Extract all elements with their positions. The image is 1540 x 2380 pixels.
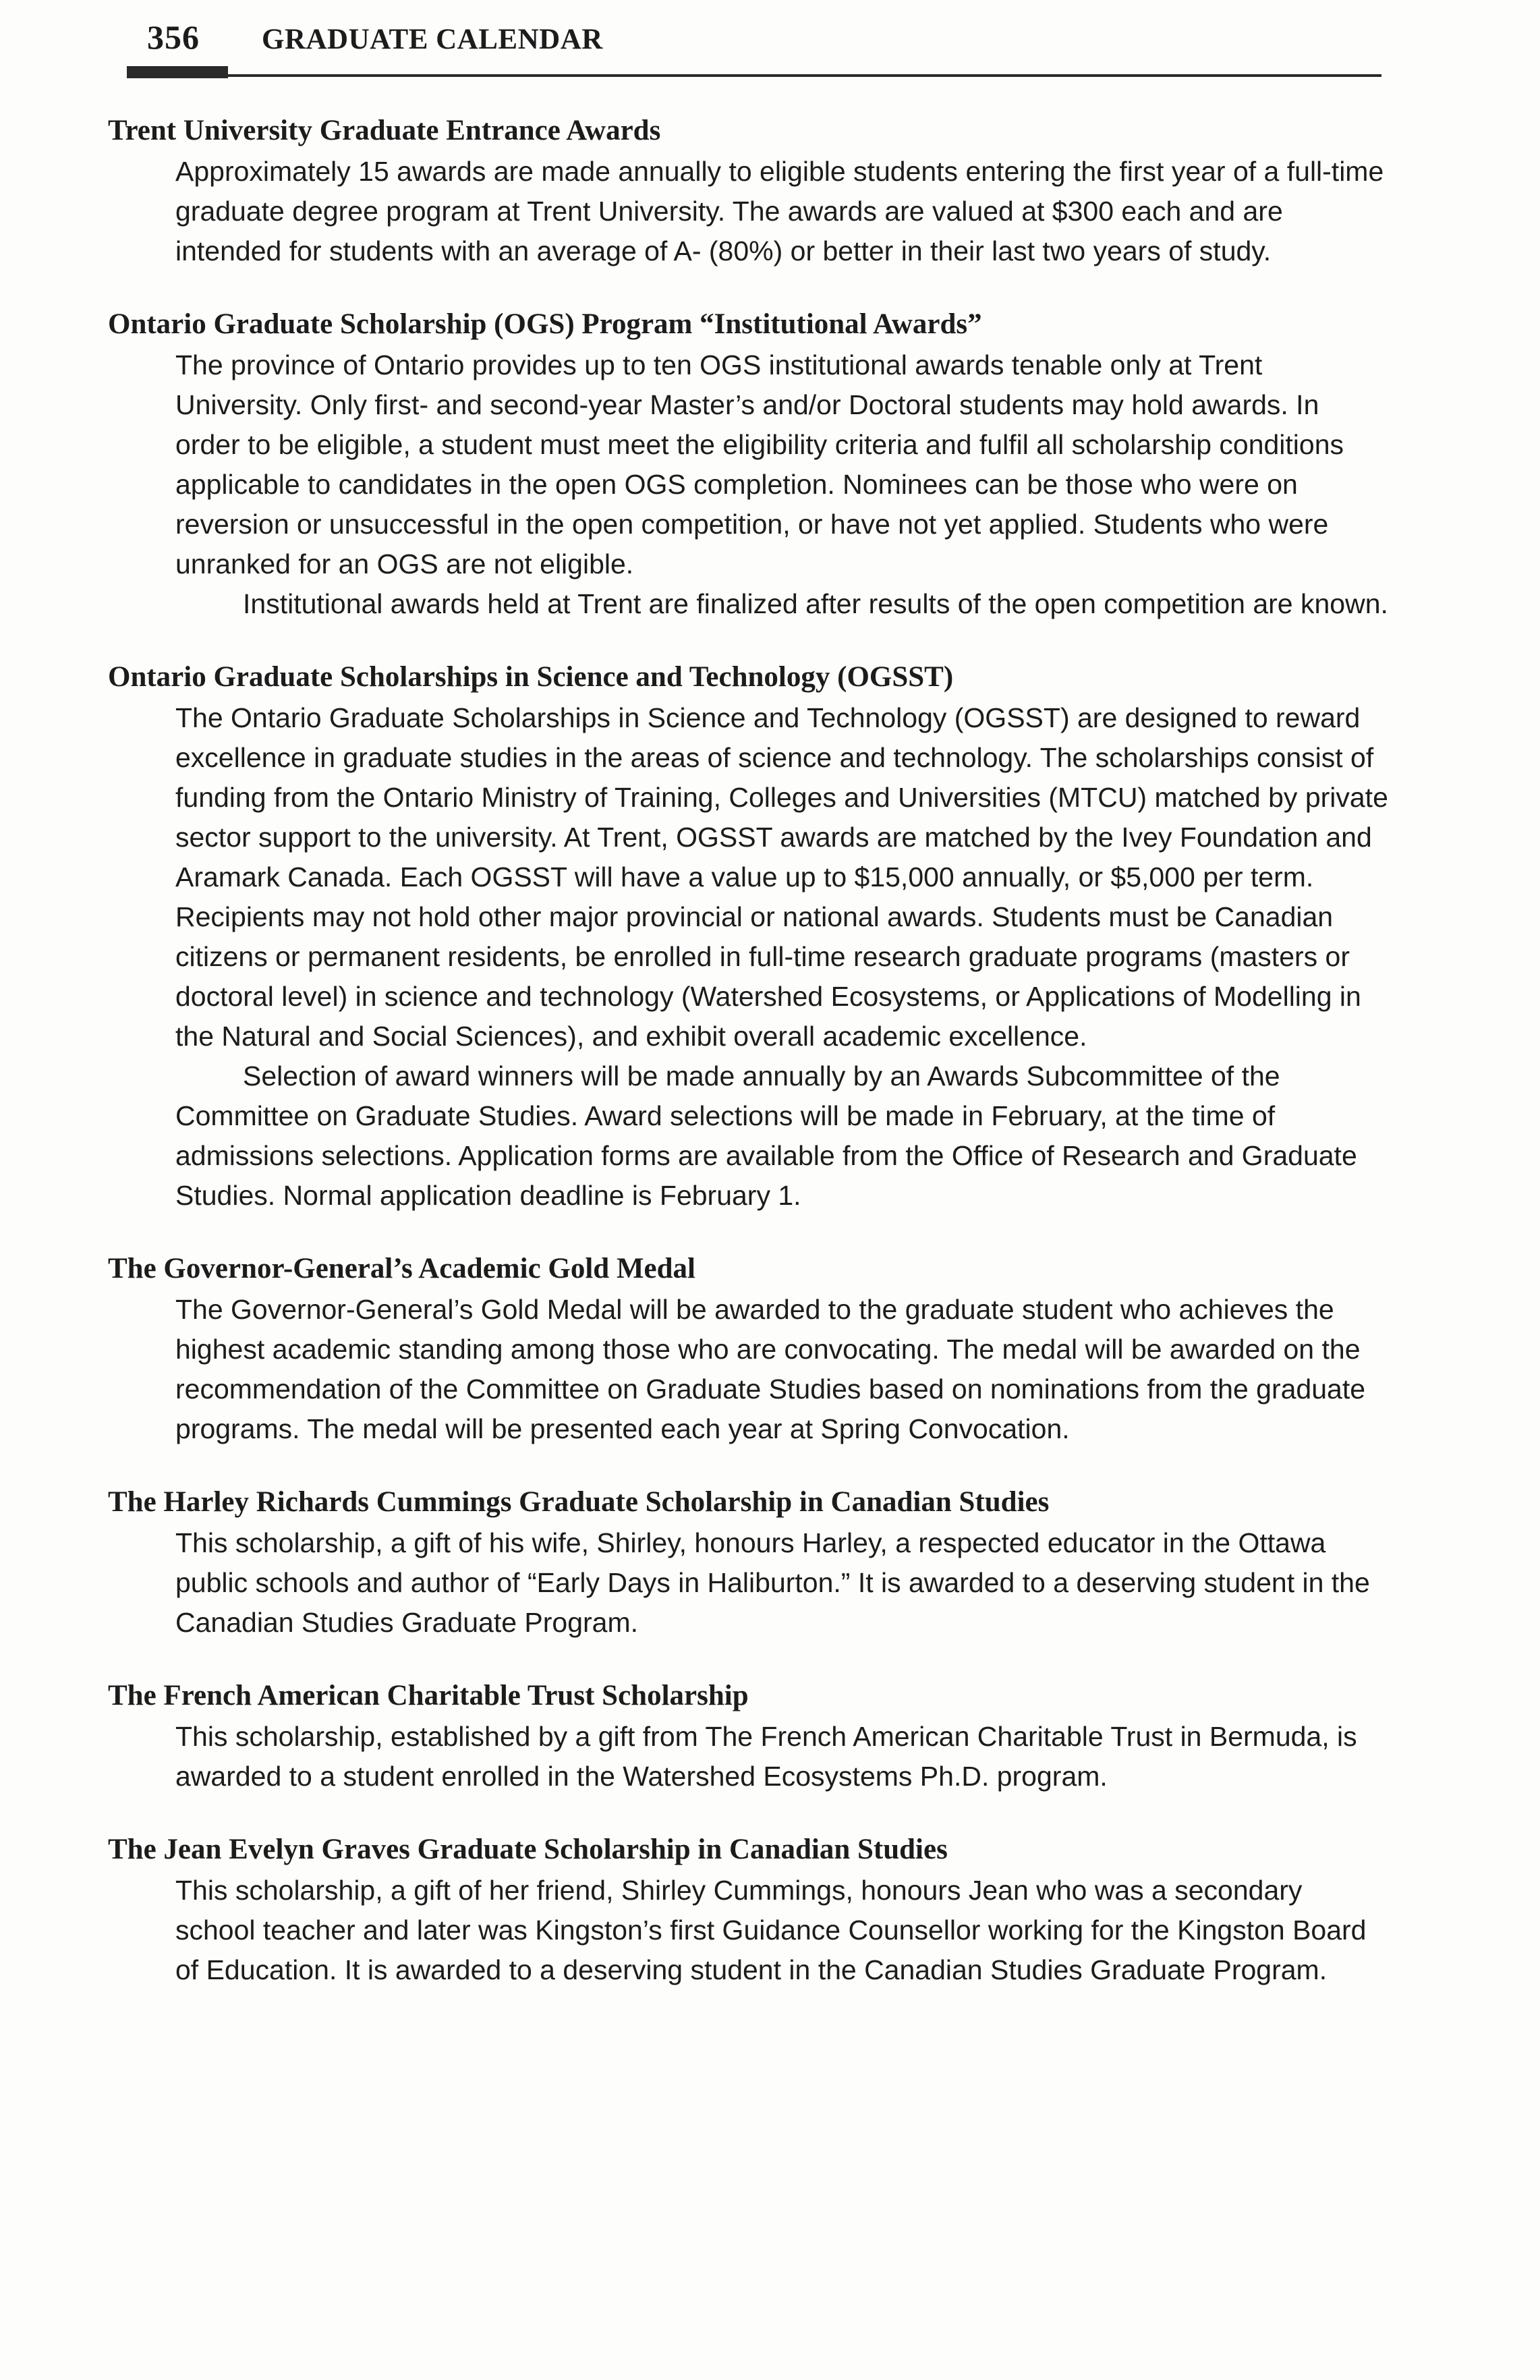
award-paragraph: The Governor-General’s Gold Medal will be awarded to the graduate student who achieves the highest academic standing among those who are convocating. The medal will be awarded on the recommendation of the Committee on Graduate Studies based on nominations from the graduate programs. The medal will be presented each year at Spring Convocation. [175,1294,1366,1444]
page-number: 356 [147,18,200,56]
awards-list [108,111,1390,2024]
award-paragraph: Institutional awards held at Trent are finalized after results of the open competition are known. [243,588,1388,619]
award-paragraph: Approximately 15 awards are made annually to eligible students entering the first year of a full-time graduate degree program at Trent University. The awards are valued at $300 each and are intended for students with an average of A- (80%) or better in their last two years of study. [175,156,1384,266]
award-title: Ontario Graduate Scholarship (OGS) Program “Institutional Awards” [108,308,982,340]
award-french-american-trust [108,1676,1390,1796]
award-trent-entrance [108,111,1390,271]
award-ogsst [108,658,1390,1216]
running-title: GRADUATE CALENDAR [262,24,603,55]
award-ogs-institutional [108,305,1390,624]
award-description [175,152,1390,271]
award-title: The Harley Richards Cummings Graduate Scholarship in Canadian Studies [108,1486,1050,1518]
award-title: The French American Charitable Trust Scholarship [108,1680,749,1711]
award-description [175,698,1390,1216]
award-paragraph: The Ontario Graduate Scholarships in Science and Technology (OGSST) are designed to reward excellence in graduate studies in the areas of science and technology. The scholarships consist of funding from the Ontario Ministry of Training, Colleges and Universities (MTCU) matched by private sector support to the university. At Trent, OGSST awards are matched by the Ivey Foundation and Aramark Canada. Each OGSST will have a value up to $15,000 annually, or $5,000 per term. Recipients may not hold other major provincial or national awards. Students must be Canadian citizens or permanent residents, be enrolled in full-time research graduate programs (masters or doctoral level) in science and technology (Watershed Ecosystems, or Applications of Modelling in the Natural and Social Sciences), and exhibit overall academic excellence. [175,702,1388,1052]
award-paragraph: This scholarship, a gift of her friend, Shirley Cummings, honours Jean who was a secondary school teacher and later was Kingston’s first Guidance Counsellor working for the Kingston Board of Education. It is awarded to a deserving student in the Canadian Studies Graduate Program. [175,1875,1367,1985]
award-cummings-scholarship [108,1483,1390,1643]
award-description [175,1717,1390,1796]
award-paragraph: The province of Ontario provides up to ten OGS institutional awards tenable only at Trent University. Only first- and second-year Master’s and/or Doctoral students may hold awards. In order to be eligible, a student must meet the eligibility criteria and fulfil all scholarship conditions applicable to candidates in the open OGS completion. Nominees can be those who were on reversion or unsuccessful in the open competition, or have not yet applied. Students who were unranked for an OGS are not eligible. [175,349,1344,579]
award-governor-general-medal [108,1249,1390,1449]
page-header [127,13,1381,81]
award-title: The Jean Evelyn Graves Graduate Scholarship in Canadian Studies [108,1834,948,1865]
award-title: The Governor-General’s Academic Gold Medal [108,1253,696,1284]
award-description [175,1523,1390,1643]
award-title: Trent University Graduate Entrance Awards [108,115,661,146]
award-paragraph: This scholarship, a gift of his wife, Shirley, honours Harley, a respected educator in the Ottawa public schools and author of “Early Days in Haliburton.” It is awarded to a deserving student in the Canadian Studies Graduate Program. [175,1527,1370,1638]
award-description [175,1290,1390,1449]
award-paragraph: This scholarship, established by a gift from The French American Charitable Trust in Bermuda, is awarded to a student enrolled in the Watershed Ecosystems Ph.D. program. [175,1721,1357,1792]
award-description [175,1871,1390,1990]
award-title: Ontario Graduate Scholarships in Science and Technology (OGSST) [108,661,954,693]
award-graves-scholarship [108,1830,1390,1990]
award-paragraph: Selection of award winners will be made annually by an Awards Subcommittee of the Committee on Graduate Studies. Award selections will be made in February, at the time of admissions selections. Application forms are available from the Office of Research and Graduate Studies. Normal application deadline is February 1. [175,1060,1357,1211]
award-description [175,345,1390,624]
header-rule [127,74,1381,77]
